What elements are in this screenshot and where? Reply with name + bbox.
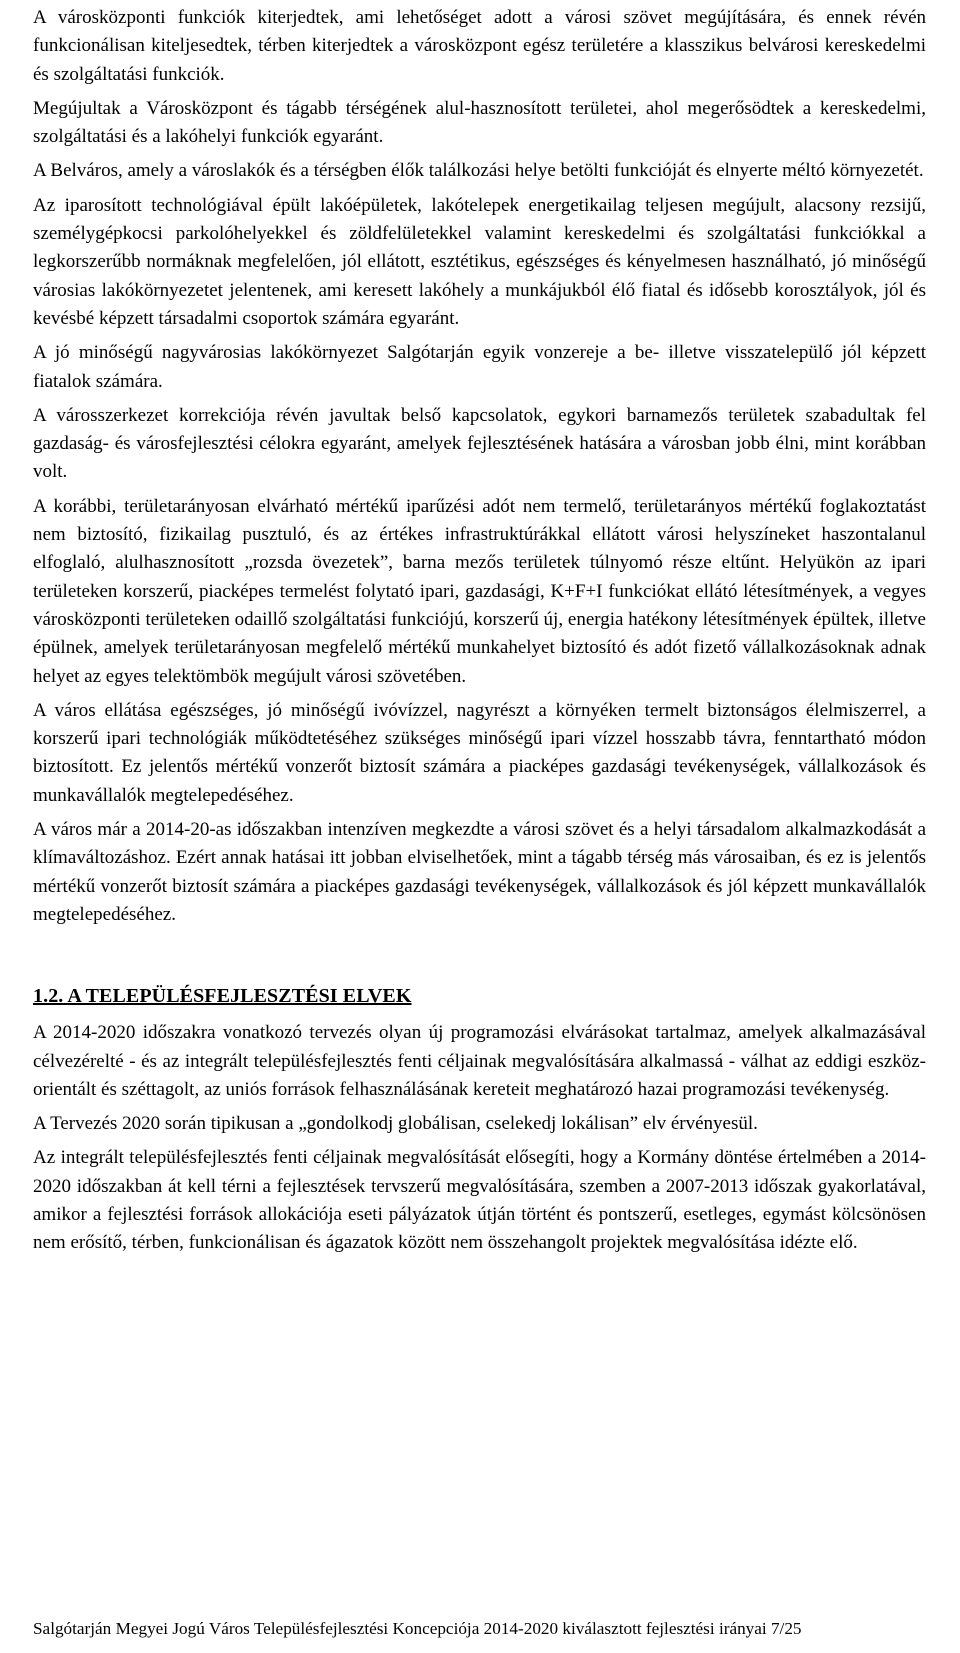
section-heading — [33, 981, 926, 1011]
page-footer: Salgótarján Megyei Jogú Város Településfejlesztési Koncepciója 2014-2020 kiválasztott fejlesztési irányai 7/25 — [33, 1619, 802, 1638]
section-title: A TELEPÜLÉSFEJLESZTÉSI ELVEK — [67, 985, 412, 1008]
paragraph: Az iparosított technológiával épült lakóépületek, lakótelepek energetikailag teljesen megújult, alacsony rezsijű, személygépkocsi parkolóhelyekkel és zöldfelületekkel valamint kereskedelmi és szolgáltatási funkciókkal a legkorszerűbb normáknak megfelelően, jól ellátott, esztétikus, egészséges és kényelmesen használható, jó minőségű városias lakókörnyezetet jelentenek, ami keresett lakóhely a munkájukból élő fiatal és idősebb korosztályok, jól és kevésbé képzett társadalmi csoportok számára egyaránt. — [33, 194, 926, 329]
paragraph: A jó minőségű nagyvárosias lakókörnyezet Salgótarján egyik vonzereje a be- illetve visszatelepülő jól képzett fiatalok számára. — [33, 342, 926, 392]
paragraph: A városszerkezet korrekciója révén javultak belső kapcsolatok, egykori barnamezős területek szabadultak fel gazdaság- és városfejlesztési célokra egyaránt, amelyek fejlesztésének hatására a városban jobb élni, mint korábban volt. — [33, 404, 926, 483]
paragraph: A Belváros, amely a városlakók és a térségben élők találkozási helye betölti funkcióját és elnyerte méltó környezetét. — [33, 160, 924, 182]
paragraph: Az integrált településfejlesztés fenti céljainak megvalósítását elősegíti, hogy a Kormány döntése értelmében a 2014-2020 időszakban át kell térni a fejlesztések tervszerű megvalósítására, szemben a 2007-2013 időszak gyakorlatával, amikor a fejlesztési források allokációja eseti pályázatok útján történt és pontszerű, esetleges, egymást kölcsönösen nem erősítő, térben, funkcionálisan és ágazatok között nem összehangolt projektek megvalósítása idézte elő. — [33, 1147, 926, 1254]
paragraph: A város ellátása egészséges, jó minőségű ivóvízzel, nagyrészt a környéken termelt biztonságos élelmiszerrel, a korszerű ipari technológiák működtetéséhez szükséges minőségű ipari vízzel hosszabb távra, fenntartható módon biztosított. Ez jelentős mértékű vonzerőt biztosít számára a piacképes gazdasági tevékenységek, vállalkozások és munkavállalók megtelepedéséhez. — [33, 699, 926, 806]
paragraph: A Tervezés 2020 során tipikusan a „gondolkodj globálisan, cselekedj lokálisan” elv érvényesül. — [33, 1113, 758, 1135]
section-number: 1.2. — [33, 985, 64, 1008]
paragraph: Megújultak a Városközpont és tágabb térségének alul-hasznosított területei, ahol megerősödtek a kereskedelmi, szolgáltatási és a lakóhelyi funkciók egyaránt. — [33, 97, 926, 148]
paragraph: A város már a 2014-20-as időszakban intenzíven megkezdte a városi szövet és a helyi társadalom alkalmazkodását a klímaváltozáshoz. Ezért annak hatásai itt jobban elviselhetőek, mint a tágabb térség más városaiban, és ez is jelentős mértékű vonzerőt biztosít számára a piacképes gazdasági tevékenységek, vállalkozások és jól képzett munkavállalók megtelepedéséhez. — [33, 819, 926, 925]
paragraph: A városközponti funkciók kiterjedtek, ami lehetőséget adott a városi szövet megújítására, és ennek révén funkcionálisan kiteljesedtek, térben kiterjedtek a városközpont egész területére a klasszikus belvárosi kereskedelmi és szolgáltatási funkciók. — [33, 7, 926, 85]
paragraph: A 2014-2020 időszakra vonatkozó tervezés olyan új programozási elvárásokat tartalmaz, amelyek alkalmazásával célvezérelté - és az integrált településfejlesztés fenti céljainak megvalósítására alkalmassá - válhat az eddigi eszköz-orientált és széttagolt, az uniós források felhasználásának kereteit meghatározó hazai programozási tevékenység. — [33, 1022, 926, 1100]
paragraph: A korábbi, területarányosan elvárható mértékű iparűzési adót nem termelő, területarányos mértékű foglakoztatást nem biztosító, fizikailag pusztuló, és az értékes infrastruktúrákkal ellátott városi helyszíneket haszontalanul elfoglaló, alulhasznosított „rozsda övezetek”, barna mezős területek túlnyomó része eltűnt. Helyükön az ipari területeken korszerű, piacképes termelést folytató ipari, gazdasági, K+F+I funkciókat ellátó létesítmények, a vegyes városközponti területeken odaillő szolgáltatási funkciójú, korszerű új, energia hatékony létesítmények épültek, illetve épülnek, amelyek területarányosan megfelelő mértékű munkahelyet biztosító és adót fizető vállalkozásoknak adnak helyet az egyes telektömbök megújult városi szövetében. — [33, 495, 926, 687]
document-body — [33, 4, 926, 1264]
